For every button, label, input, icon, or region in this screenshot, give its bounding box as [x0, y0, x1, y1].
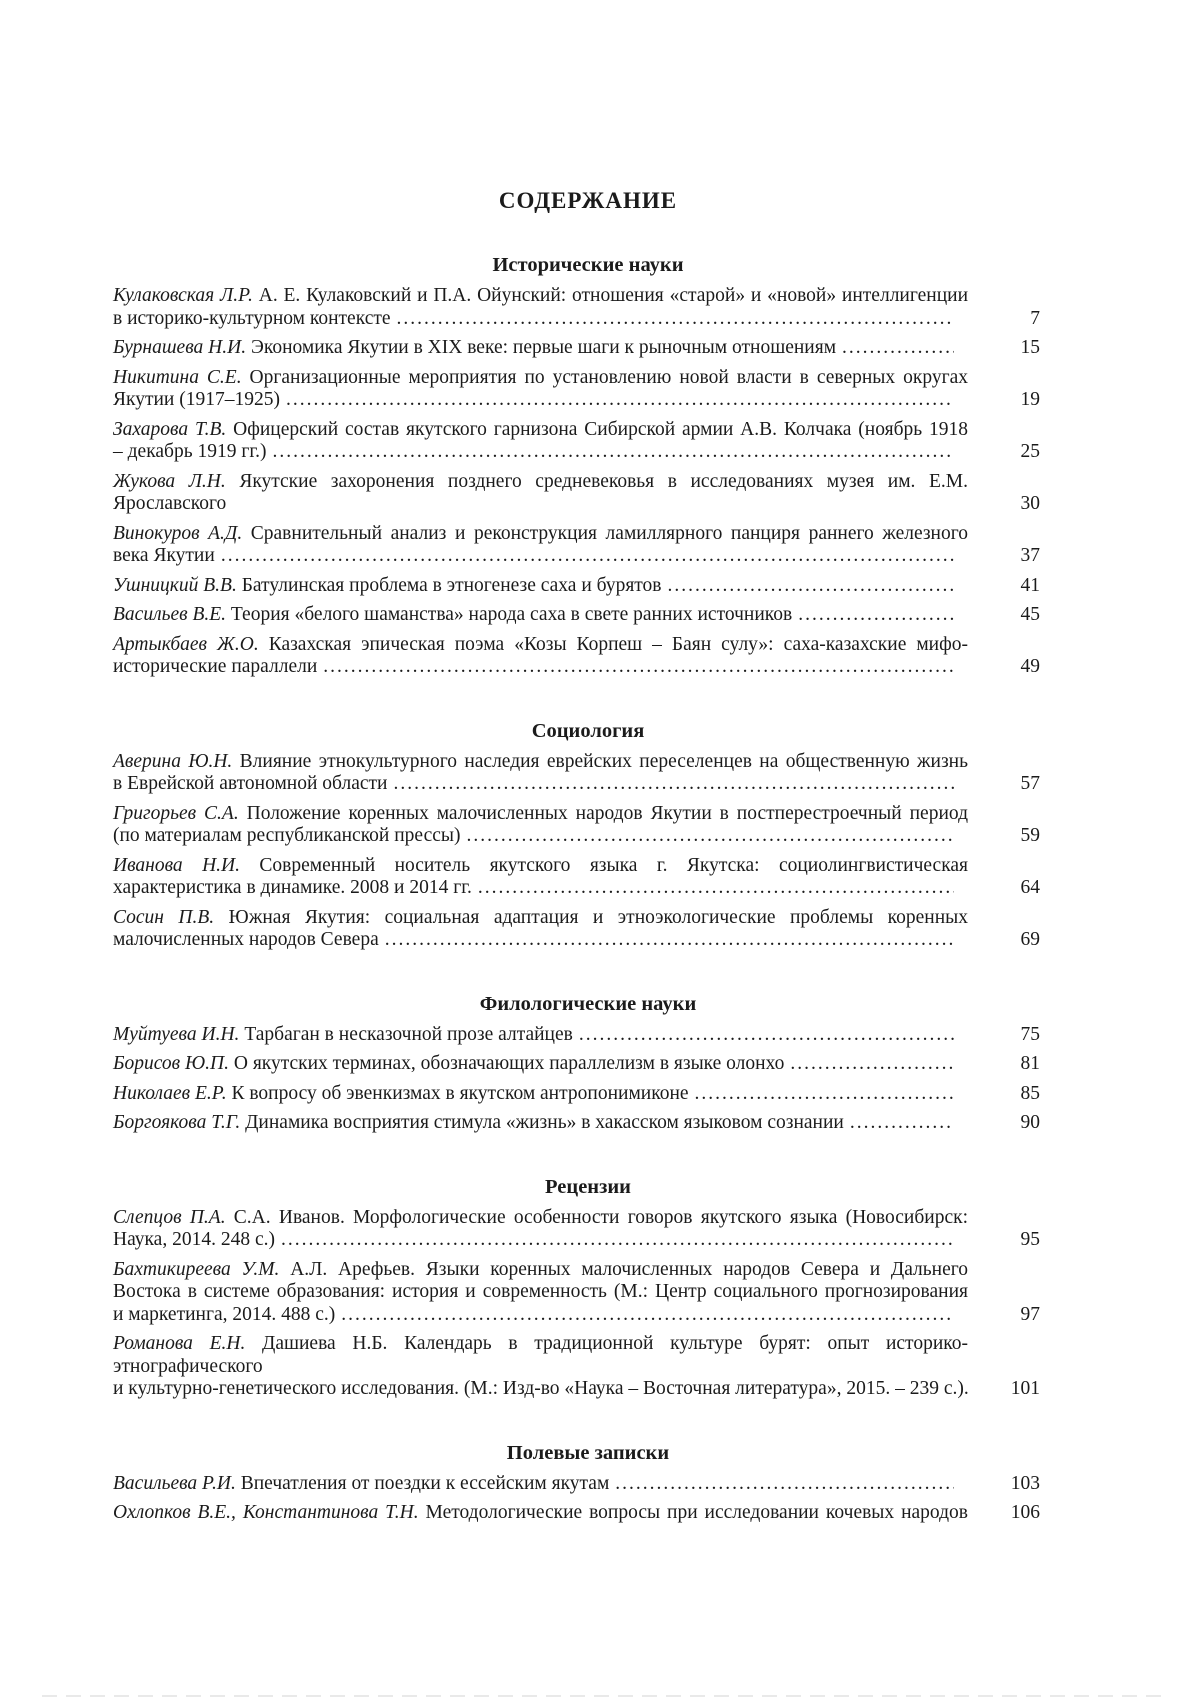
section-heading: Полевые записки	[506, 1441, 670, 1464]
dot-leader	[836, 337, 954, 360]
author-name: Муйтуева И.Н.	[113, 1023, 240, 1045]
author-name: Артыкбаев Ж.О.	[113, 633, 259, 655]
entry-last-line	[113, 656, 968, 679]
toc-entry	[113, 633, 1040, 679]
toc-entry	[113, 1112, 1040, 1135]
page-number: 30	[1020, 493, 1040, 514]
entry-last-line	[113, 308, 968, 331]
entry-text-line: Наука, 2014. 248 с.)	[113, 1229, 275, 1250]
entry-text-line: (по материалам республиканской прессы)	[113, 825, 461, 846]
page-number: 45	[1020, 604, 1040, 625]
page-number: 59	[1020, 825, 1040, 846]
entry-last-line	[113, 1024, 968, 1047]
author-name: Бахтикиреева У.М.	[113, 1258, 280, 1280]
author-name: Бурнашева Н.И.	[113, 337, 247, 358]
entry-text-line: Востока в системе образования: история и современность (М.: Центр социального прогнозирования	[113, 1281, 968, 1302]
page-number: 95	[1020, 1229, 1040, 1250]
entry-text-line: исторические параллели	[113, 656, 318, 677]
dot-leader	[609, 1473, 954, 1496]
entry-text-line: и культурно-генетического исследования. (М.: Изд-во «Наука – Восточная литература», 2015. – 239 с.).	[113, 1378, 969, 1399]
entry-last-line	[113, 1473, 968, 1496]
entry-last-line	[113, 1083, 968, 1106]
toc-entry	[113, 1206, 1040, 1252]
dot-leader	[335, 1304, 954, 1327]
entry-last-line	[113, 1112, 968, 1135]
toc-entry	[113, 1258, 1040, 1327]
section-heading: Филологические науки	[479, 992, 697, 1015]
toc-entry	[113, 1053, 1040, 1076]
entry-last-line	[113, 389, 968, 412]
entry-text-line: Васильев В.Е. Теория «белого шаманства» народа саха в свете ранних источников	[113, 604, 793, 625]
toc-section	[113, 719, 1040, 952]
toc-entry	[113, 285, 1040, 330]
entry-last-line	[113, 877, 968, 900]
author-name: Ушницкий В.В.	[113, 574, 237, 596]
author-name: Сосин П.В.	[113, 906, 215, 928]
page-number: 25	[1020, 441, 1040, 462]
entry-text-line: Винокуров А.Д. Сравнительный анализ и реконструкция ламиллярного панциря раннего железного	[113, 522, 968, 544]
entry-last-line	[113, 773, 968, 796]
dot-leader	[460, 825, 954, 848]
entry-text-line: Слепцов П.А. С.А. Иванов. Морфологические особенности говоров якутского языка (Новосибирск:	[113, 1206, 968, 1228]
page-number: 64	[1020, 877, 1040, 898]
entry-text-line: Захарова Т.В. Офицерский состав якутского гарнизона Сибирской армии А.В. Колчака (ноябрь 1918	[113, 418, 968, 440]
toc-entry	[113, 1023, 1040, 1047]
entry-text-line: Николаев Е.Р. К вопросу об эвенкизмах в якутском антропонимиконе	[113, 1082, 689, 1104]
author-name: Романова Е.Н.	[113, 1333, 246, 1354]
entry-text-line: века Якутии	[113, 545, 215, 566]
page-number: 103	[1010, 1472, 1040, 1494]
author-name: Винокуров А.Д.	[113, 522, 243, 544]
entry-text-line: и маркетинга, 2014. 488 с.)	[113, 1303, 336, 1325]
toc-entry	[113, 1502, 1040, 1525]
page-number: 19	[1020, 389, 1040, 410]
author-name: Григорьев С.А.	[113, 802, 239, 824]
entry-last-line	[113, 337, 968, 360]
dot-leader	[317, 656, 954, 679]
toc-section	[113, 1175, 1040, 1401]
author-name: Охлопков В.Е., Константинова Т.Н.	[113, 1502, 419, 1523]
entry-text-line: Аверина Ю.Н. Влияние этнокультурного наследия еврейских переселенцев на общественную жизнь	[113, 750, 968, 772]
dot-leader	[689, 1083, 954, 1106]
entry-last-line	[113, 1229, 968, 1252]
page-number: 81	[1020, 1053, 1040, 1074]
entry-text-line: Иванова Н.И. Современный носитель якутского языка г. Якутска: социолингвистическая	[113, 854, 968, 876]
section-heading: Исторические науки	[492, 254, 684, 276]
page-number: 75	[1020, 1023, 1040, 1045]
toc-section	[113, 1441, 1040, 1525]
author-name: Никитина С.Е.	[113, 366, 242, 388]
entry-last-line	[113, 825, 968, 848]
entry-text-line: в Еврейской автономной области	[113, 773, 388, 794]
dot-leader	[280, 389, 954, 412]
page-number: 101	[1010, 1378, 1040, 1399]
entry-text-line: Кулаковская Л.Р. А. Е. Кулаковский и П.А. Ойунский: отношения «старой» и «новой» интеллигенции	[113, 285, 969, 306]
entry-last-line	[113, 545, 968, 568]
author-name: Кулаковская Л.Р.	[113, 285, 253, 306]
section-heading: Социология	[531, 719, 645, 742]
page-number: 69	[1020, 929, 1040, 950]
toc-entry	[113, 604, 1040, 627]
toc-sections	[113, 253, 1040, 1525]
entry-text-line: Боргоякова Т.Г. Динамика восприятия стимула «жизнь» в хакасском языковом сознании	[113, 1112, 844, 1133]
entry-text-line: Жукова Л.Н. Якутские захоронения позднего средневековья в исследованиях музея им. Е.М. Ярославского	[113, 470, 968, 514]
entry-last-line	[113, 929, 968, 952]
author-name: Слепцов П.А.	[113, 1206, 226, 1228]
entry-text-line: характеристика в динамике. 2008 и 2014 гг.	[113, 877, 472, 898]
toc-entry	[113, 750, 1040, 796]
page-number: 15	[1020, 337, 1040, 358]
dot-leader	[275, 1229, 954, 1252]
entry-last-line	[113, 1304, 968, 1327]
dot-leader	[792, 604, 954, 627]
author-name: Борисов Ю.П.	[113, 1053, 229, 1074]
entry-text-line: Романова Е.Н. Дашиева Н.Б. Календарь в традиционной культуре бурят: опыт историко-этнографического	[113, 1333, 968, 1377]
page-number: 85	[1020, 1082, 1040, 1104]
page-number: 49	[1020, 656, 1040, 677]
toc-entry	[113, 337, 1040, 360]
author-name: Жукова Л.Н.	[113, 470, 226, 492]
toc-section	[113, 992, 1040, 1135]
entry-text-line: Никитина С.Е. Организационные мероприятия по установлению новой власти в северных округах	[113, 366, 968, 388]
dot-leader	[387, 773, 954, 796]
entry-text-line: Григорьев С.А. Положение коренных малочисленных народов Якутии в постперестроечный период	[113, 802, 968, 824]
entry-text-line: Сосин П.В. Южная Якутия: социальная адаптация и этноэкологические проблемы коренных	[113, 906, 968, 928]
dot-leader	[379, 929, 954, 952]
dot-leader	[391, 308, 954, 331]
author-name: Боргоякова Т.Г.	[113, 1112, 241, 1133]
entry-last-line	[113, 441, 968, 464]
dot-leader	[662, 575, 954, 598]
entry-text-line: Якутии (1917–1925)	[113, 389, 280, 410]
toc-entry	[113, 1082, 1040, 1106]
entry-text-line: малочисленных народов Севера	[113, 929, 379, 950]
toc-entry	[113, 854, 1040, 900]
entry-last-line	[113, 604, 968, 627]
toc-entry	[113, 418, 1040, 464]
toc-entry	[113, 470, 1040, 516]
entry-text-line: Бахтикиреева У.М. А.Л. Арефьев. Языки коренных малочисленных народов Севера и Дальнего	[113, 1258, 969, 1280]
page-number: 41	[1020, 574, 1040, 596]
author-name: Николаев Е.Р.	[113, 1082, 227, 1104]
entry-text-line: Артыкбаев Ж.О. Казахская эпическая поэма «Козы Корпеш – Баян сулу»: саха-казахские мифо-	[113, 633, 968, 655]
toc-entry	[113, 1472, 1040, 1496]
entry-last-line	[113, 1378, 968, 1401]
entry-text-line: Васильева Р.И. Впечатления от поездки к ессейским якутам	[113, 1472, 610, 1494]
page-number: 90	[1020, 1112, 1040, 1133]
toc-entry	[113, 522, 1040, 568]
page-number: 106	[1010, 1502, 1040, 1523]
toc-entry	[113, 906, 1040, 952]
author-name: Иванова Н.И.	[113, 854, 240, 876]
entry-text-line: Борисов Ю.П. О якутских терминах, обозначающих параллелизм в языке олонхо	[113, 1053, 785, 1074]
dot-leader	[573, 1024, 954, 1047]
toc-section	[113, 253, 1040, 679]
entry-text-line: – декабрь 1919 гг.)	[113, 441, 267, 462]
section-heading: Рецензии	[545, 1175, 631, 1198]
entry-last-line	[113, 1053, 968, 1076]
scan-artifact-dashed-line	[42, 1695, 1167, 1697]
author-name: Захарова Т.В.	[113, 418, 227, 440]
author-name: Васильева Р.И.	[113, 1472, 236, 1494]
entry-text-line: в историко-культурном контексте	[113, 307, 391, 329]
dot-leader	[784, 1053, 954, 1076]
entry-text-line: Муйтуева И.Н. Тарбаган в несказочной прозе алтайцев	[113, 1023, 573, 1045]
toc-entry	[113, 574, 1040, 598]
toc-entry	[113, 1333, 1040, 1401]
entry-text-line: Бурнашева Н.И. Экономика Якутии в XIX веке: первые шаги к рыночным отношениям	[113, 337, 837, 358]
dot-leader	[844, 1112, 954, 1135]
page-number: 37	[1020, 545, 1040, 566]
author-name: Аверина Ю.Н.	[113, 750, 233, 772]
page-number: 7	[1030, 307, 1040, 329]
toc-entry	[113, 802, 1040, 848]
dot-leader	[472, 877, 954, 900]
entry-text-line: Ушницкий В.В. Батулинская проблема в этногенезе саха и бурятов	[113, 574, 662, 596]
dot-leader	[267, 441, 954, 464]
author-name: Васильев В.Е.	[113, 604, 227, 625]
dot-leader	[215, 545, 954, 568]
entry-text-line: Охлопков В.Е., Константинова Т.Н. Методологические вопросы при исследовании кочевых народов	[113, 1502, 968, 1523]
entry-last-line	[113, 575, 968, 598]
toc-entry	[113, 366, 1040, 412]
page-number: 57	[1020, 773, 1040, 794]
page-number: 97	[1020, 1303, 1040, 1325]
page-title: СОДЕРЖАНИЕ	[498, 188, 678, 213]
